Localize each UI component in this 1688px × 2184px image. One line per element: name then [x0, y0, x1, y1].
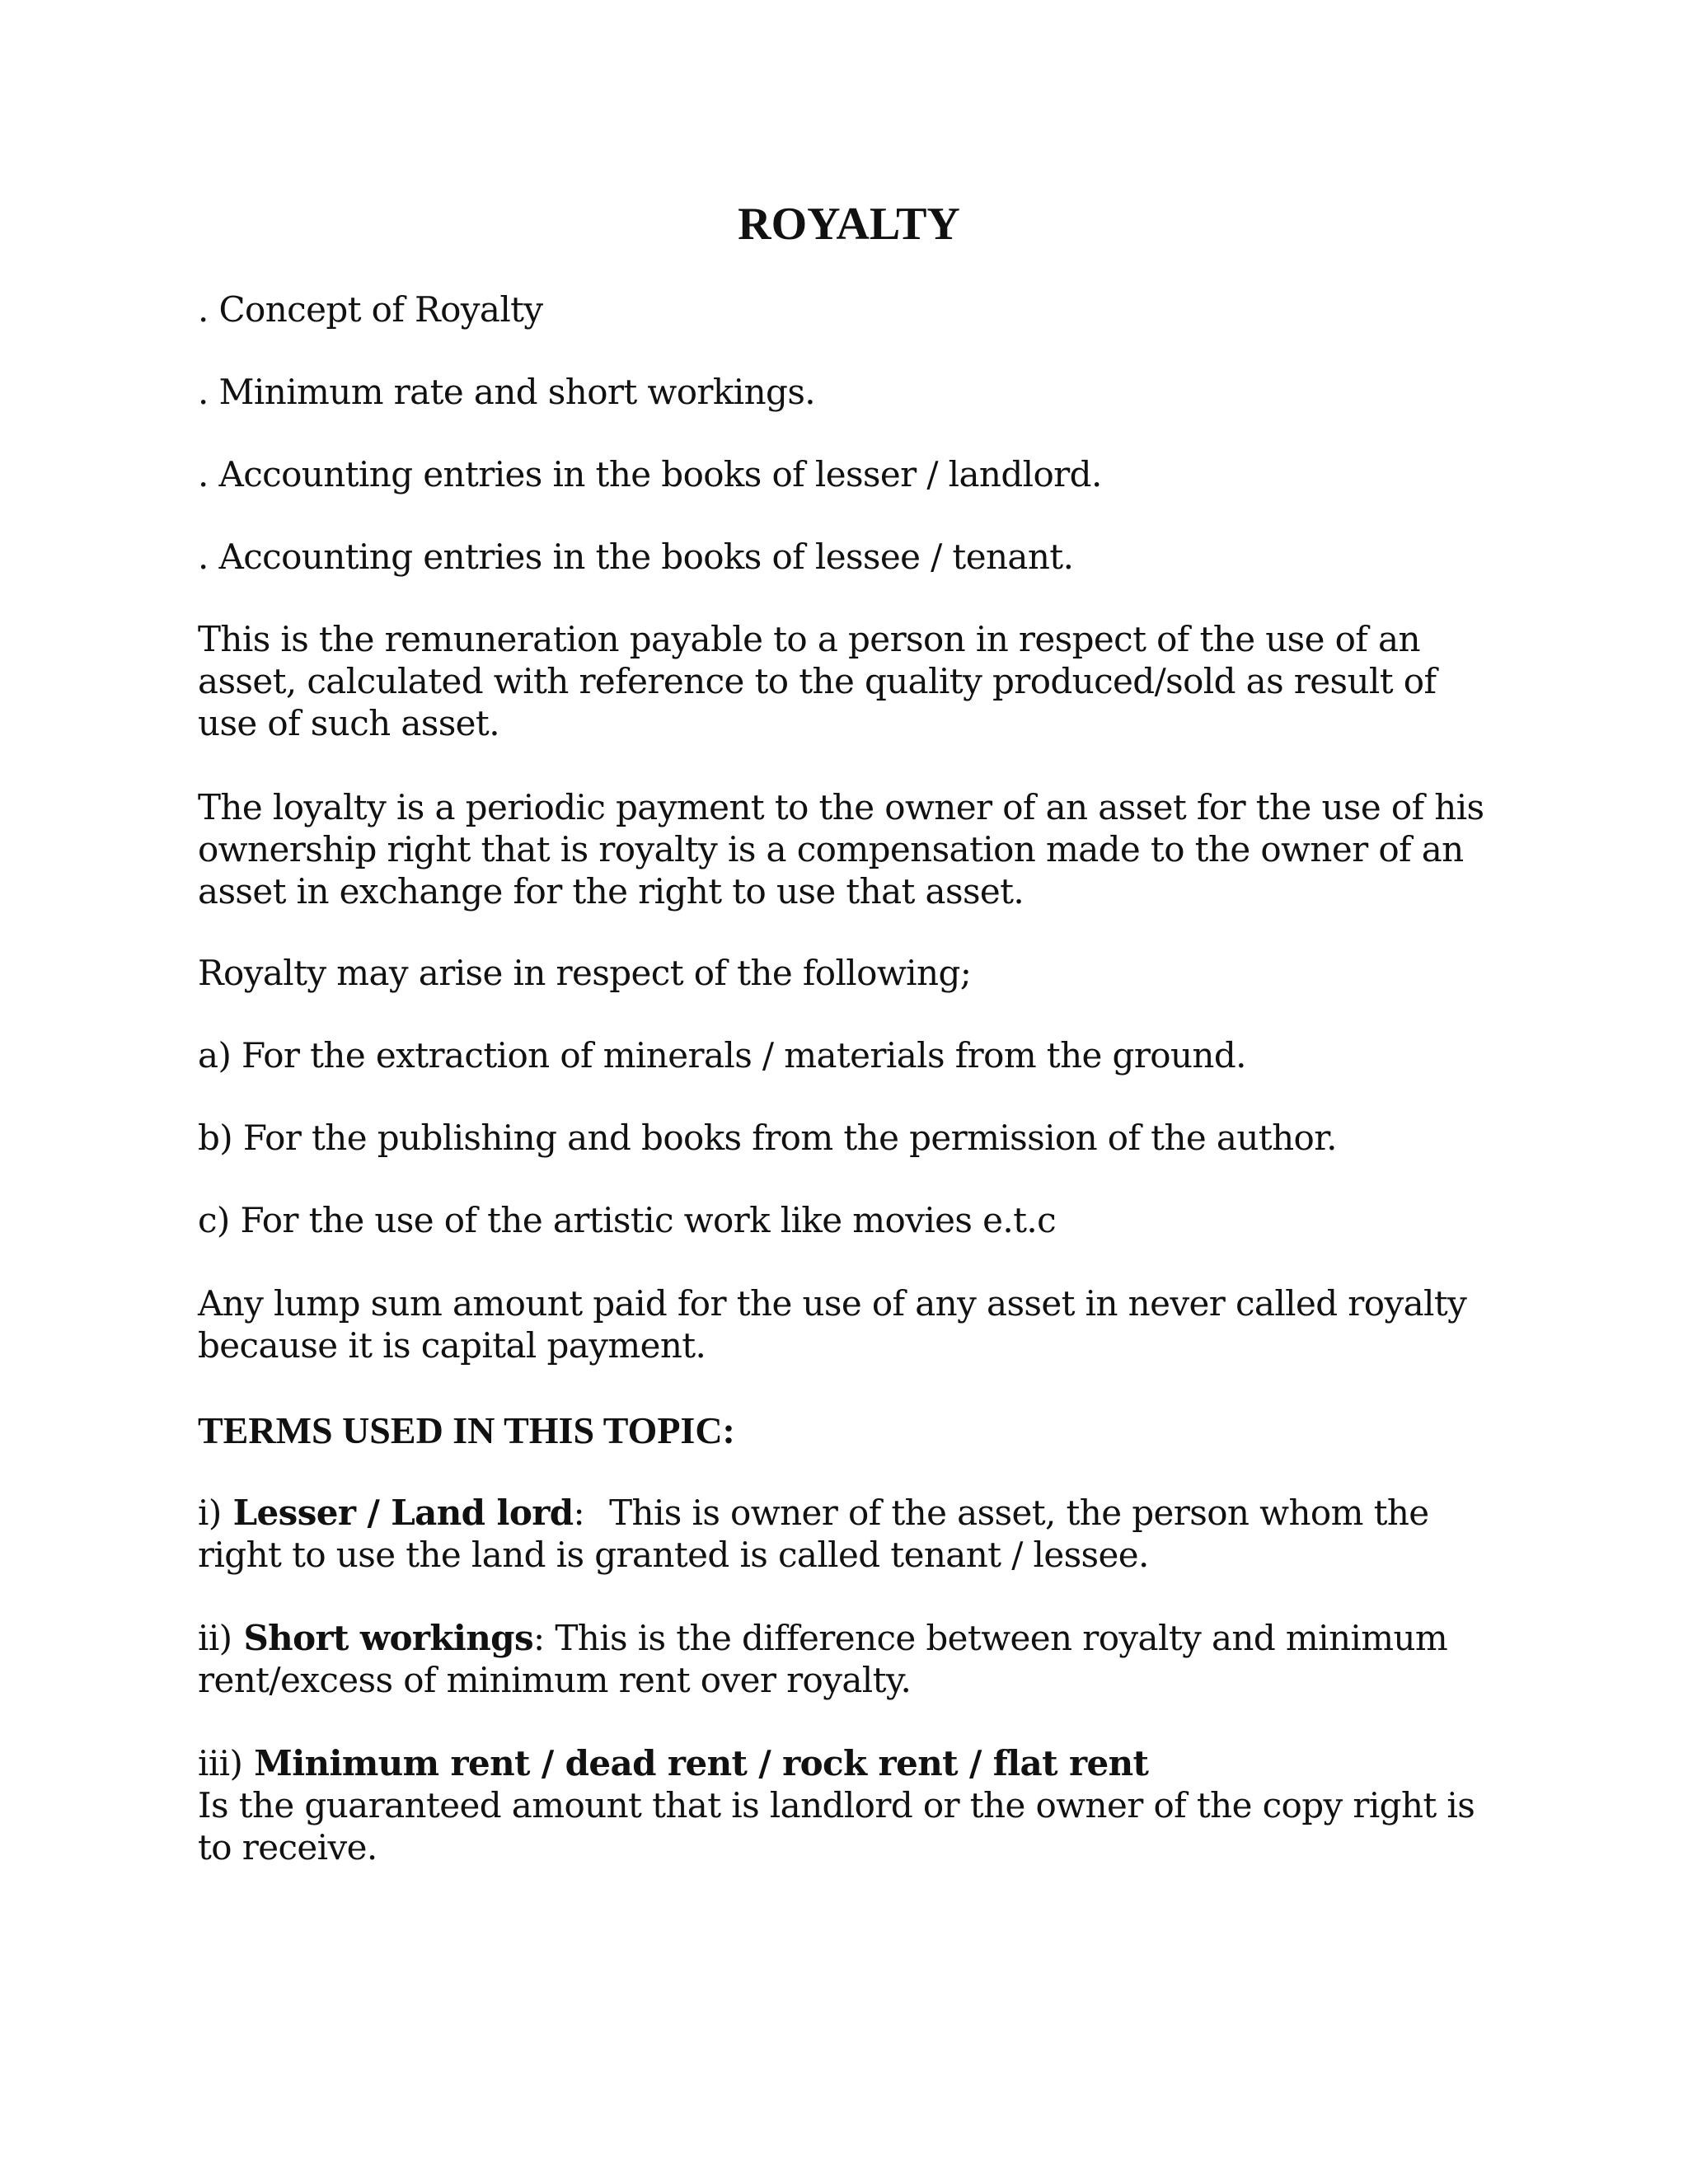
term-minimum-rent	[198, 1742, 1500, 1868]
document-title: ROYALTY	[738, 199, 960, 250]
bullet-entries-lesser: . Accounting entries in the books of lesser / landlord.	[198, 454, 1102, 494]
paragraph-lump-sum: Any lump sum amount paid for the use of any asset in never called royalty because it is capital payment.	[198, 1283, 1467, 1366]
list-item-publishing: b) For the publishing and books from the permission of the author.	[198, 1118, 1337, 1158]
term-title: Minimum rent / dead rent / rock rent / flat rent	[254, 1743, 1149, 1783]
term-separator: :	[533, 1618, 545, 1658]
term-lesser	[198, 1492, 1500, 1576]
term-definition: This is owner of the asset, the person whom the right to use the land is granted is called tenant / lessee.	[198, 1493, 1429, 1575]
paragraph-periodic-payment: The loyalty is a periodic payment to the owner of an asset for the use of his ownership right that is royalty is a compensation made to the owner of an asset in exchange for the right to use that asset.	[198, 787, 1484, 912]
term-title: Lesser / Land lord	[232, 1493, 574, 1533]
document-page	[198, 0, 1500, 2184]
bullet-entries-lessee: . Accounting entries in the books of lessee / tenant.	[198, 537, 1074, 577]
term-separator: :	[573, 1493, 585, 1533]
term-marker: iii)	[198, 1743, 243, 1783]
term-definition: Is the guaranteed amount that is landlord or the owner of the copy right is to receive.	[198, 1785, 1475, 1868]
paragraph-definition: This is the remuneration payable to a person in respect of the use of an asset, calculated with reference to the quality produced/sold as result of use of such asset.	[198, 619, 1437, 743]
term-short-workings	[198, 1617, 1500, 1701]
list-item-extraction: a) For the extraction of minerals / materials from the ground.	[198, 1035, 1246, 1076]
bullet-concept: . Concept of Royalty	[198, 289, 543, 330]
term-title: Short workings	[243, 1618, 533, 1658]
term-definition: This is the difference between royalty and minimum rent/excess of minimum rent over royalty.	[198, 1618, 1448, 1700]
bullet-minimum-rate: . Minimum rate and short workings.	[198, 372, 816, 412]
terms-heading: TERMS USED IN THIS TOPIC:	[198, 1409, 735, 1451]
term-marker: ii)	[198, 1618, 232, 1658]
paragraph-arise: Royalty may arise in respect of the following;	[198, 953, 972, 993]
term-marker: i)	[198, 1493, 222, 1533]
list-item-artistic: c) For the use of the artistic work like movies e.t.c	[198, 1200, 1057, 1240]
